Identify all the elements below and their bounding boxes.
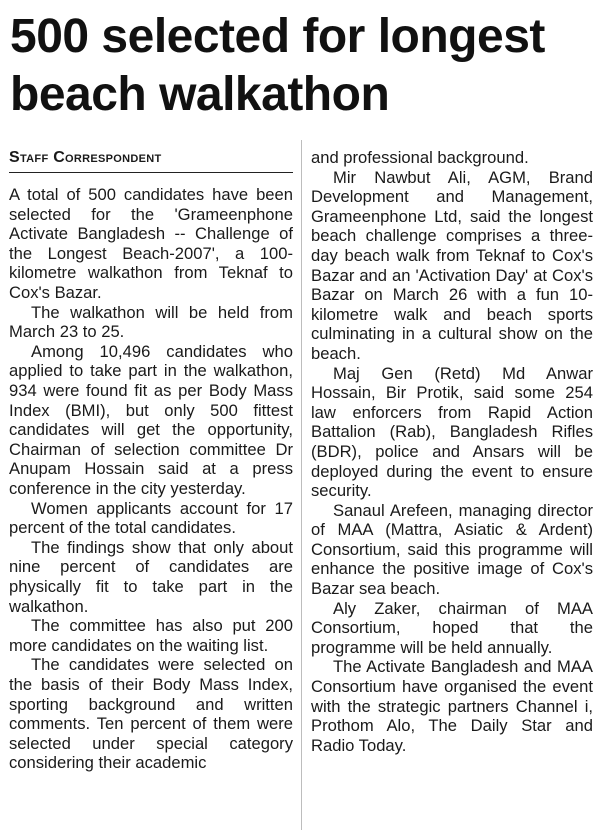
paragraph: The walkathon will be held from March 23 to 25. bbox=[9, 302, 293, 342]
paragraph: The findings show that only about nine percent of candidates are physically fit to take part in the walkathon. bbox=[9, 537, 293, 616]
paragraph: Among 10,496 candidates who applied to take part in the walkathon, 934 were found fit as per Body Mass Index (BMI), but only 500 fittest candidates will get the opportunity, Chairman of selection committee Dr Anupam Hossain said at a press conference in the city yesterday. bbox=[9, 341, 293, 498]
headline: 500 selected for longest beach walkathon bbox=[10, 10, 545, 121]
paragraph: Sanaul Arefeen, managing director of MAA (Mattra, Asiatic & Ardent) Consortium, said this programme will enhance the positive image of Cox's Bazar sea beach. bbox=[311, 500, 593, 599]
paragraph: Women applicants account for 17 percent of the total candidates. bbox=[9, 498, 293, 538]
paragraph: Aly Zaker, chairman of MAA Consortium, hoped that the programme will be held annually. bbox=[311, 598, 593, 657]
paragraph: Maj Gen (Retd) Md Anwar Hossain, Bir Protik, said some 254 law enforcers from Rapid Action Battalion (Rab), Bangladesh Rifles (BDR), police and Ansars will be deployed during the event to ensure security. bbox=[311, 363, 593, 501]
article-column-right bbox=[311, 148, 593, 755]
paragraph: The committee has also put 200 more candidates on the waiting list. bbox=[9, 616, 293, 655]
column-divider bbox=[301, 140, 302, 830]
paragraph: A total of 500 candidates have been selected for the 'Grameenphone Activate Bangladesh -- Challenge of the Longest Beach-2007', a 100-kilometre walkathon from Teknaf to Cox's Bazar. bbox=[9, 185, 293, 303]
paragraph: The candidates were selected on the basis of their Body Mass Index, sporting background and written comments. Ten percent of them were selected under special category considering their academic bbox=[9, 655, 293, 773]
article-column-left bbox=[9, 148, 293, 773]
paragraph: Mir Nawbut Ali, AGM, Brand Development and Management, Grameenphone Ltd, said the longest beach challenge comprises a three-day beach walk from Teknaf to Cox's Bazar and an 'Activation Day' at Cox's Bazar on March 26 with a fun 10-kilometre walk and beach sports culminating in a cultural show on the beach. bbox=[311, 167, 593, 363]
byline: Staff Correspondent bbox=[9, 149, 162, 166]
paragraph: The Activate Bangladesh and MAA Consortium have organised the event with the strategic partners Channel i, Prothom Alo, The Daily Star and Radio Today. bbox=[311, 657, 593, 755]
byline-rule bbox=[9, 172, 293, 174]
paragraph-continuation: and professional background. bbox=[311, 148, 529, 167]
